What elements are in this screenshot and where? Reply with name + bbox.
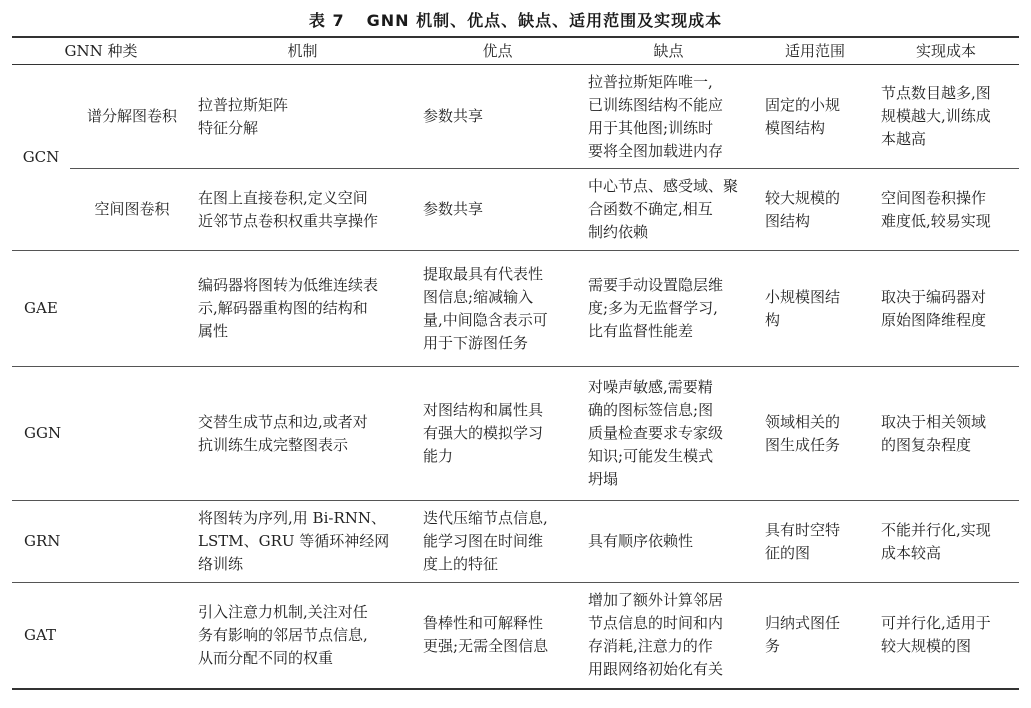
table-row-gae [12,251,1019,367]
mechanism-cell: 交替生成节点和边,或者对 抗训练生成完整图表示 [190,367,415,501]
mechanism-cell: 编码器将图转为低维连续表 示,解码器重构图的结构和 属性 [190,251,415,367]
scope-cell: 领域相关的 图生成任务 [757,367,873,501]
header-mechanism: 机制 [190,37,415,65]
header-cost: 实现成本 [873,37,1019,65]
table-row-ggn [12,367,1019,501]
type-cell-ggn: GGN [12,367,190,501]
advantages-cell: 参数共享 [415,169,580,251]
advantages-cell: 提取最具有代表性 图信息;缩减输入 量,中间隐含表示可 用于下游图任务 [415,251,580,367]
gnn-comparison-table [12,36,1019,690]
subtype-cell-spatial: 空间图卷积 [70,169,190,251]
disadvantages-cell: 中心节点、感受域、聚 合函数不确定,相互 制约依赖 [580,169,757,251]
type-cell-gat: GAT [12,583,190,689]
disadvantages-cell: 增加了额外计算邻居 节点信息的时间和内 存消耗,注意力的作 用跟网络初始化有关 [580,583,757,689]
type-cell-gcn: GCN [12,65,70,251]
cost-cell: 空间图卷积操作 难度低,较易实现 [873,169,1019,251]
mechanism-cell: 引入注意力机制,关注对任 务有影响的邻居节点信息, 从而分配不同的权重 [190,583,415,689]
table-title: GNN 机制、优点、缺点、适用范围及实现成本 [366,11,723,30]
table-row-grn [12,501,1019,583]
cost-cell: 取决于编码器对 原始图降维程度 [873,251,1019,367]
cost-cell: 节点数目越多,图 规模越大,训练成 本越高 [873,65,1019,169]
type-cell-gae: GAE [12,251,190,367]
disadvantages-cell: 具有顺序依赖性 [580,501,757,583]
cost-cell: 取决于相关领域 的图复杂程度 [873,367,1019,501]
disadvantages-cell: 需要手动设置隐层维 度;多为无监督学习, 比有监督性能差 [580,251,757,367]
type-cell-grn: GRN [12,501,190,583]
mechanism-cell: 拉普拉斯矩阵 特征分解 [190,65,415,169]
subtype-cell-spectral: 谱分解图卷积 [70,65,190,169]
advantages-cell: 对图结构和属性具 有强大的模拟学习 能力 [415,367,580,501]
advantages-cell: 迭代压缩节点信息, 能学习图在时间维 度上的特征 [415,501,580,583]
mechanism-cell: 将图转为序列,用 Bi-RNN、 LSTM、GRU 等循环神经网 络训练 [190,501,415,583]
table-row-gcn-spatial [12,169,1019,251]
header-gnn-type: GNN 种类 [12,37,190,65]
scope-cell: 固定的小规 模图结构 [757,65,873,169]
disadvantages-cell: 拉普拉斯矩阵唯一, 已训练图结构不能应 用于其他图;训练时 要将全图加载进内存 [580,65,757,169]
cost-cell: 可并行化,适用于 较大规模的图 [873,583,1019,689]
mechanism-cell: 在图上直接卷积,定义空间 近邻节点卷积权重共享操作 [190,169,415,251]
header-scope: 适用范围 [757,37,873,65]
table-caption [0,8,1031,31]
header-row [12,37,1019,65]
scope-cell: 具有时空特 征的图 [757,501,873,583]
scope-cell: 小规模图结 构 [757,251,873,367]
header-disadvantages: 缺点 [580,37,757,65]
disadvantages-cell: 对噪声敏感,需要精 确的图标签信息;图 质量检查要求专家级 知识;可能发生模式 坍塌 [580,367,757,501]
scope-cell: 归纳式图任 务 [757,583,873,689]
advantages-cell: 参数共享 [415,65,580,169]
cost-cell: 不能并行化,实现 成本较高 [873,501,1019,583]
table-number: 表 7 [308,11,345,30]
table-row-gcn-spectral [12,65,1019,169]
header-advantages: 优点 [415,37,580,65]
advantages-cell: 鲁棒性和可解释性 更强;无需全图信息 [415,583,580,689]
scope-cell: 较大规模的 图结构 [757,169,873,251]
table-row-gat [12,583,1019,689]
